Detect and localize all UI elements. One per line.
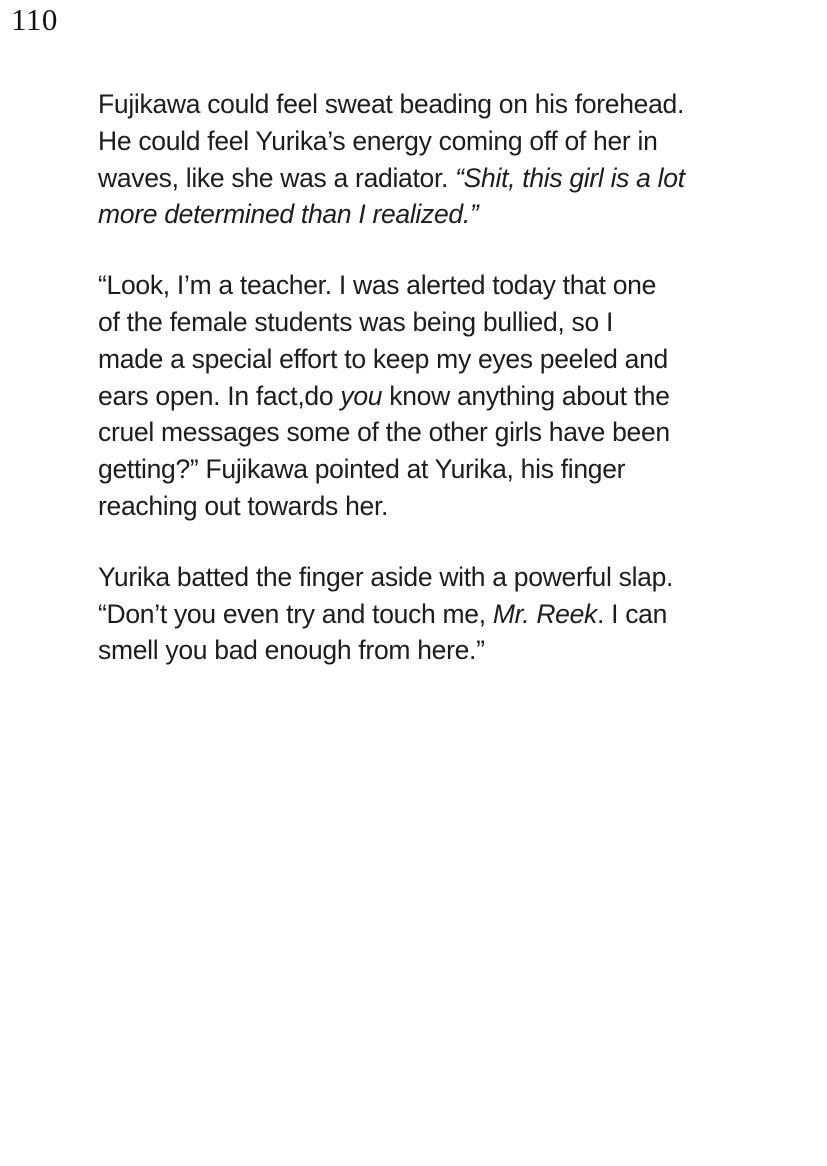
text-segment: smell you bad enough from here.” [98, 635, 485, 666]
page-number: 110 [11, 2, 58, 37]
text-line [98, 559, 746, 596]
text-segment: Fujikawa could feel sweat beading on his forehead. [98, 89, 685, 119]
text-block [98, 86, 746, 703]
text-line [98, 160, 746, 197]
text-segment: cruel messages some of the other girls have been [98, 417, 670, 448]
italic-text-segment: Mr. Reek [492, 598, 597, 629]
text-line [98, 341, 746, 378]
text-line [98, 414, 746, 451]
text-segment: ears open. In fact,do [98, 380, 341, 411]
paragraph [98, 86, 746, 233]
italic-text-segment: “Shit, this girl is a lot [455, 162, 685, 193]
text-segment: reaching out towards her. [98, 490, 389, 521]
text-segment: Yurika batted the finger aside with a powerful slap. [98, 561, 674, 592]
text-line [98, 488, 746, 525]
text-segment: . I can [596, 598, 668, 629]
paragraph [98, 559, 746, 669]
text-segment: waves, like she was a radiator. [98, 162, 456, 193]
text-line [98, 304, 746, 341]
text-line [98, 267, 746, 304]
text-line [98, 596, 746, 633]
text-segment: “Look, I’m a teacher. I was alerted today that one [98, 270, 657, 301]
text-segment: of the female students was being bullied, so I [98, 306, 614, 337]
paragraph [98, 267, 746, 525]
text-segment: getting?” Fujikawa pointed at Yurika, his finger [98, 454, 626, 485]
text-line [98, 632, 746, 669]
italic-text-segment: more determined than I realized.” [98, 199, 479, 230]
text-segment: made a special effort to keep my eyes peeled and [98, 343, 668, 374]
text-line [98, 451, 746, 488]
text-line [98, 378, 746, 415]
text-segment: know anything about the [382, 380, 670, 411]
text-segment: He could feel Yurika’s energy coming off of her in [98, 125, 658, 156]
text-line [98, 196, 746, 233]
text-segment: “Don’t you even try and touch me, [98, 598, 493, 629]
text-line [98, 123, 746, 160]
text-line [98, 86, 746, 123]
italic-text-segment: you [340, 380, 383, 411]
